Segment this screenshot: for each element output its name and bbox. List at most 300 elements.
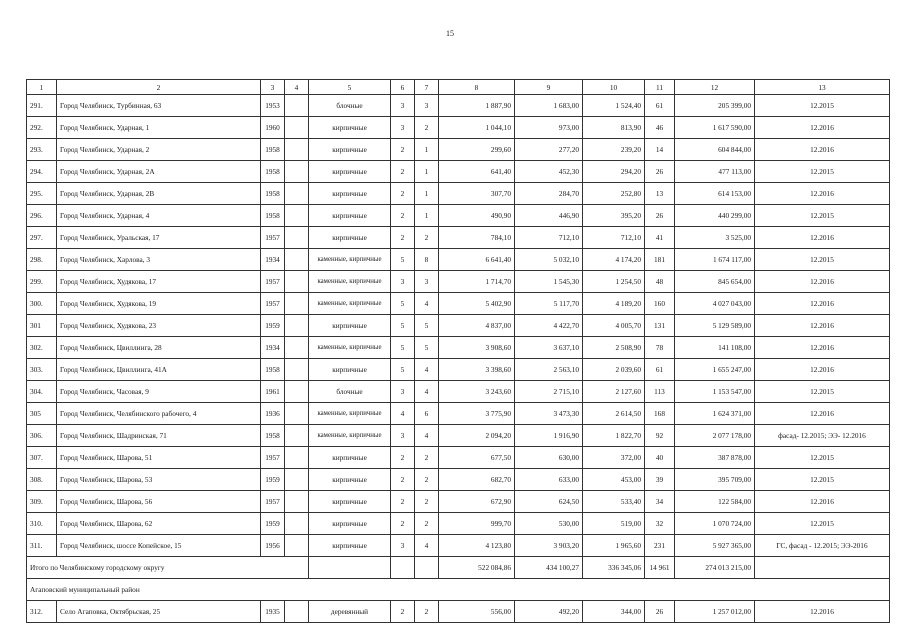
year-cell: 1958: [261, 139, 285, 161]
year-cell: 1958: [261, 205, 285, 227]
living-area-cell: 2 715,10: [515, 381, 583, 403]
total-area-cell: 3 398,60: [439, 359, 515, 381]
table-row: [27, 183, 890, 205]
column-header: 11: [645, 80, 675, 95]
table-row: [27, 227, 890, 249]
address-cell: Город Челябинск, Турбинная, 63: [57, 95, 261, 117]
row-number-cell: 297.: [27, 227, 57, 249]
entrances-cell: 6: [415, 403, 439, 425]
deadline-cell: 12.2015: [755, 205, 890, 227]
empty-cell: [285, 469, 309, 491]
deadline-cell: 12.2016: [755, 359, 890, 381]
table-row: [27, 403, 890, 425]
private-area-cell: 4 174,20: [583, 249, 645, 271]
year-cell: 1957: [261, 447, 285, 469]
floors-cell: 2: [391, 491, 415, 513]
floors-cell: 2: [391, 469, 415, 491]
entrances-cell: 8: [415, 249, 439, 271]
cost-cell: 1 624 371,00: [675, 403, 755, 425]
entrances-cell: 2: [415, 227, 439, 249]
row-number-cell: 312.: [27, 601, 57, 623]
living-area-cell: 973,00: [515, 117, 583, 139]
entrances-cell: 3: [415, 271, 439, 293]
residents-cell: 78: [645, 337, 675, 359]
address-cell: Город Челябинск, Часовая, 9: [57, 381, 261, 403]
empty-cell: [391, 557, 415, 579]
living-area-cell: 1 545,30: [515, 271, 583, 293]
entrances-cell: 2: [415, 601, 439, 623]
entrances-cell: 1: [415, 183, 439, 205]
year-cell: 1958: [261, 425, 285, 447]
wall-material-cell: каменные, кирпичные: [309, 249, 391, 271]
wall-material-cell: каменные, кирпичные: [309, 293, 391, 315]
table-row: [27, 425, 890, 447]
floors-cell: 3: [391, 271, 415, 293]
empty-cell: [285, 139, 309, 161]
residents-cell: 92: [645, 425, 675, 447]
living-area-cell: 630,00: [515, 447, 583, 469]
floors-cell: 3: [391, 535, 415, 557]
column-header: 4: [285, 80, 309, 95]
empty-cell: [285, 293, 309, 315]
row-number-cell: 303.: [27, 359, 57, 381]
wall-material-cell: кирпичные: [309, 535, 391, 557]
wall-material-cell: кирпичные: [309, 359, 391, 381]
column-header: 10: [583, 80, 645, 95]
total-area-cell: 677,50: [439, 447, 515, 469]
row-number-cell: 296.: [27, 205, 57, 227]
empty-cell: [415, 557, 439, 579]
row-number-cell: 299.: [27, 271, 57, 293]
residents-cell: 40: [645, 447, 675, 469]
entrances-cell: 3: [415, 95, 439, 117]
living-area-cell: 1 683,00: [515, 95, 583, 117]
living-area-cell: 624,50: [515, 491, 583, 513]
cost-cell: 205 399,00: [675, 95, 755, 117]
residents-cell: 26: [645, 161, 675, 183]
entrances-cell: 2: [415, 447, 439, 469]
page-number: 15: [446, 29, 454, 38]
floors-cell: 2: [391, 183, 415, 205]
private-area-cell: 1 822,70: [583, 425, 645, 447]
living-area-sum: 434 100,27: [515, 557, 583, 579]
private-area-cell: 1 254,50: [583, 271, 645, 293]
deadline-cell: 12.2016: [755, 139, 890, 161]
table-row: [27, 359, 890, 381]
private-area-cell: 2 508,90: [583, 337, 645, 359]
empty-cell: [285, 249, 309, 271]
floors-cell: 2: [391, 227, 415, 249]
row-number-cell: 304.: [27, 381, 57, 403]
row-number-cell: 295.: [27, 183, 57, 205]
residents-cell: 231: [645, 535, 675, 557]
table-row: [27, 161, 890, 183]
total-area-cell: 641,40: [439, 161, 515, 183]
deadline-cell: 12.2016: [755, 227, 890, 249]
entrances-cell: 2: [415, 117, 439, 139]
column-header: 7: [415, 80, 439, 95]
cost-cell: 1 674 117,00: [675, 249, 755, 271]
row-number-cell: 309.: [27, 491, 57, 513]
cost-sum: 274 013 215,00: [675, 557, 755, 579]
floors-cell: 2: [391, 601, 415, 623]
table-row: [27, 249, 890, 271]
living-area-cell: 5 032,10: [515, 249, 583, 271]
year-cell: 1957: [261, 293, 285, 315]
empty-cell: [285, 403, 309, 425]
address-cell: Город Челябинск, Худякова, 23: [57, 315, 261, 337]
row-number-cell: 301: [27, 315, 57, 337]
row-number-cell: 300.: [27, 293, 57, 315]
cost-cell: 1 070 724,00: [675, 513, 755, 535]
empty-cell: [285, 447, 309, 469]
cost-cell: 1 257 012,00: [675, 601, 755, 623]
residents-cell: 41: [645, 227, 675, 249]
living-area-cell: 3 473,30: [515, 403, 583, 425]
address-cell: Город Челябинск, Шарова, 53: [57, 469, 261, 491]
cost-cell: 5 129 589,00: [675, 315, 755, 337]
deadline-cell: 12.2016: [755, 403, 890, 425]
entrances-cell: 4: [415, 293, 439, 315]
cost-cell: 1 153 547,00: [675, 381, 755, 403]
floors-cell: 3: [391, 117, 415, 139]
entrances-cell: 5: [415, 337, 439, 359]
wall-material-cell: кирпичные: [309, 183, 391, 205]
year-cell: 1961: [261, 381, 285, 403]
deadline-cell: фасад- 12.2015; ЭЭ- 12.2016: [755, 425, 890, 447]
floors-cell: 3: [391, 425, 415, 447]
residents-cell: 61: [645, 95, 675, 117]
table-row: [27, 117, 890, 139]
empty-cell: [285, 381, 309, 403]
private-area-cell: 2 127,60: [583, 381, 645, 403]
row-number-cell: 293.: [27, 139, 57, 161]
residents-cell: 168: [645, 403, 675, 425]
year-cell: 1959: [261, 513, 285, 535]
residents-cell: 61: [645, 359, 675, 381]
row-number-cell: 292.: [27, 117, 57, 139]
total-area-cell: 6 641,40: [439, 249, 515, 271]
address-cell: Город Челябинск, Харлова, 3: [57, 249, 261, 271]
table-row: [27, 205, 890, 227]
private-area-cell: 395,20: [583, 205, 645, 227]
private-area-cell: 533,40: [583, 491, 645, 513]
cost-cell: 395 709,00: [675, 469, 755, 491]
address-cell: Город Челябинск, Шарова, 56: [57, 491, 261, 513]
row-number-cell: 298.: [27, 249, 57, 271]
column-header: 13: [755, 80, 890, 95]
table-row: [27, 139, 890, 161]
table-row: [27, 601, 890, 623]
wall-material-cell: блочные: [309, 95, 391, 117]
floors-cell: 2: [391, 161, 415, 183]
total-area-cell: 1 044,10: [439, 117, 515, 139]
table-row: [27, 491, 890, 513]
column-header: 3: [261, 80, 285, 95]
row-number-cell: 308.: [27, 469, 57, 491]
row-number-cell: 302.: [27, 337, 57, 359]
deadline-cell: 12.2016: [755, 271, 890, 293]
wall-material-cell: каменные, кирпичные: [309, 403, 391, 425]
year-cell: 1934: [261, 337, 285, 359]
total-area-cell: 4 123,80: [439, 535, 515, 557]
cost-cell: 440 299,00: [675, 205, 755, 227]
empty-cell: [285, 271, 309, 293]
address-cell: Город Челябинск, Худякова, 19: [57, 293, 261, 315]
address-cell: Город Челябинск, Ударная, 2А: [57, 161, 261, 183]
living-area-cell: 530,00: [515, 513, 583, 535]
living-area-cell: 2 563,10: [515, 359, 583, 381]
cost-cell: 477 113,00: [675, 161, 755, 183]
table-row: [27, 293, 890, 315]
table-row: [27, 535, 890, 557]
table-row: [27, 447, 890, 469]
section-title: Агаповский муниципальный район: [27, 579, 890, 601]
column-header: 1: [27, 80, 57, 95]
empty-cell: [285, 95, 309, 117]
residents-cell: 26: [645, 205, 675, 227]
floors-cell: 2: [391, 205, 415, 227]
column-header: 8: [439, 80, 515, 95]
table-body: [27, 80, 890, 623]
table-row: [27, 315, 890, 337]
table-row: [27, 469, 890, 491]
floors-cell: 5: [391, 315, 415, 337]
table-row: [27, 337, 890, 359]
residents-cell: 48: [645, 271, 675, 293]
empty-cell: [285, 359, 309, 381]
total-area-cell: 999,70: [439, 513, 515, 535]
empty-cell: [285, 161, 309, 183]
entrances-cell: 4: [415, 425, 439, 447]
private-area-cell: 813,90: [583, 117, 645, 139]
address-cell: Город Челябинск, Ударная, 1: [57, 117, 261, 139]
private-area-cell: 453,00: [583, 469, 645, 491]
wall-material-cell: каменные, кирпичные: [309, 425, 391, 447]
address-cell: Город Челябинск, Шарова, 51: [57, 447, 261, 469]
year-cell: 1956: [261, 535, 285, 557]
total-area-sum: 522 084,86: [439, 557, 515, 579]
deadline-cell: 12.2015: [755, 95, 890, 117]
empty-cell: [755, 557, 890, 579]
year-cell: 1959: [261, 469, 285, 491]
column-header: 6: [391, 80, 415, 95]
deadline-cell: 12.2016: [755, 601, 890, 623]
cost-cell: 141 108,00: [675, 337, 755, 359]
empty-cell: [285, 183, 309, 205]
total-row: [27, 557, 890, 579]
wall-material-cell: каменные, кирпичные: [309, 337, 391, 359]
private-area-cell: 519,00: [583, 513, 645, 535]
private-area-cell: 1 965,60: [583, 535, 645, 557]
row-number-cell: 311.: [27, 535, 57, 557]
wall-material-cell: кирпичные: [309, 447, 391, 469]
empty-cell: [285, 117, 309, 139]
cost-cell: 614 153,00: [675, 183, 755, 205]
entrances-cell: 2: [415, 513, 439, 535]
empty-cell: [309, 557, 391, 579]
wall-material-cell: кирпичные: [309, 315, 391, 337]
year-cell: 1934: [261, 249, 285, 271]
total-area-cell: 3 243,60: [439, 381, 515, 403]
year-cell: 1959: [261, 315, 285, 337]
residents-cell: 181: [645, 249, 675, 271]
address-cell: Город Челябинск, шоссе Копейское, 15: [57, 535, 261, 557]
cost-cell: 2 077 178,00: [675, 425, 755, 447]
year-cell: 1953: [261, 95, 285, 117]
floors-cell: 3: [391, 381, 415, 403]
table-row: [27, 95, 890, 117]
row-number-cell: 306.: [27, 425, 57, 447]
row-number-cell: 291.: [27, 95, 57, 117]
row-number-cell: 294.: [27, 161, 57, 183]
cost-cell: 5 927 365,00: [675, 535, 755, 557]
living-area-cell: 712,10: [515, 227, 583, 249]
living-area-cell: 5 117,70: [515, 293, 583, 315]
row-number-cell: 305: [27, 403, 57, 425]
section-header-row: [27, 579, 890, 601]
entrances-cell: 4: [415, 359, 439, 381]
wall-material-cell: кирпичные: [309, 161, 391, 183]
private-area-cell: 239,20: [583, 139, 645, 161]
column-header-row: [27, 80, 890, 95]
residents-cell: 32: [645, 513, 675, 535]
table-row: [27, 271, 890, 293]
total-label: Итого по Челябинскому городскому округу: [27, 557, 309, 579]
deadline-cell: 12.2016: [755, 183, 890, 205]
year-cell: 1958: [261, 161, 285, 183]
wall-material-cell: кирпичные: [309, 139, 391, 161]
row-number-cell: 307.: [27, 447, 57, 469]
year-cell: 1960: [261, 117, 285, 139]
private-area-cell: 2 039,60: [583, 359, 645, 381]
total-area-cell: 1 887,90: [439, 95, 515, 117]
wall-material-cell: кирпичные: [309, 491, 391, 513]
address-cell: Город Челябинск, Цвиллинга, 28: [57, 337, 261, 359]
living-area-cell: 3 903,20: [515, 535, 583, 557]
empty-cell: [285, 315, 309, 337]
living-area-cell: 446,90: [515, 205, 583, 227]
private-area-cell: 712,10: [583, 227, 645, 249]
year-cell: 1935: [261, 601, 285, 623]
address-cell: Город Челябинск, Ударная, 2В: [57, 183, 261, 205]
table-row: [27, 381, 890, 403]
column-header: 5: [309, 80, 391, 95]
total-area-cell: 1 714,70: [439, 271, 515, 293]
address-cell: Город Челябинск, Цвиллинга, 41А: [57, 359, 261, 381]
floors-cell: 5: [391, 359, 415, 381]
entrances-cell: 1: [415, 161, 439, 183]
empty-cell: [285, 337, 309, 359]
floors-cell: 5: [391, 293, 415, 315]
living-area-cell: 452,30: [515, 161, 583, 183]
living-area-cell: 633,00: [515, 469, 583, 491]
private-area-cell: 294,20: [583, 161, 645, 183]
total-area-cell: 3 775,90: [439, 403, 515, 425]
residents-cell: 131: [645, 315, 675, 337]
column-header: 9: [515, 80, 583, 95]
living-area-cell: 284,70: [515, 183, 583, 205]
deadline-cell: 12.2015: [755, 381, 890, 403]
entrances-cell: 2: [415, 491, 439, 513]
deadline-cell: 12.2016: [755, 491, 890, 513]
residents-cell: 113: [645, 381, 675, 403]
empty-cell: [285, 205, 309, 227]
living-area-cell: 1 916,90: [515, 425, 583, 447]
cost-cell: 1 655 247,00: [675, 359, 755, 381]
cost-cell: 122 584,00: [675, 491, 755, 513]
deadline-cell: 12.2015: [755, 447, 890, 469]
wall-material-cell: кирпичные: [309, 205, 391, 227]
empty-cell: [285, 227, 309, 249]
entrances-cell: 4: [415, 381, 439, 403]
wall-material-cell: блочные: [309, 381, 391, 403]
floors-cell: 5: [391, 249, 415, 271]
private-area-cell: 4 189,20: [583, 293, 645, 315]
residents-cell: 39: [645, 469, 675, 491]
floors-cell: 2: [391, 447, 415, 469]
address-cell: Город Челябинск, Челябинского рабочего, 4: [57, 403, 261, 425]
living-area-cell: 492,20: [515, 601, 583, 623]
private-area-cell: 372,00: [583, 447, 645, 469]
residents-cell: 13: [645, 183, 675, 205]
private-area-cell: 252,80: [583, 183, 645, 205]
address-cell: Город Челябинск, Уральская, 17: [57, 227, 261, 249]
total-area-cell: 490,90: [439, 205, 515, 227]
year-cell: 1957: [261, 271, 285, 293]
address-cell: Город Челябинск, Худякова, 17: [57, 271, 261, 293]
total-area-cell: 784,10: [439, 227, 515, 249]
wall-material-cell: кирпичные: [309, 227, 391, 249]
total-area-cell: 4 837,00: [439, 315, 515, 337]
empty-cell: [285, 513, 309, 535]
wall-material-cell: каменные, кирпичные: [309, 271, 391, 293]
floors-cell: 2: [391, 139, 415, 161]
deadline-cell: 12.2016: [755, 337, 890, 359]
residents-cell: 14: [645, 139, 675, 161]
cost-cell: 3 525,00: [675, 227, 755, 249]
year-cell: 1957: [261, 227, 285, 249]
residents-cell: 34: [645, 491, 675, 513]
deadline-cell: 12.2016: [755, 315, 890, 337]
column-header: 12: [675, 80, 755, 95]
floors-cell: 3: [391, 95, 415, 117]
address-cell: Город Челябинск, Ударная, 2: [57, 139, 261, 161]
floors-cell: 5: [391, 337, 415, 359]
entrances-cell: 2: [415, 469, 439, 491]
entrances-cell: 4: [415, 535, 439, 557]
year-cell: 1957: [261, 491, 285, 513]
private-area-cell: 4 005,70: [583, 315, 645, 337]
private-area-cell: 344,00: [583, 601, 645, 623]
empty-cell: [285, 425, 309, 447]
address-cell: Город Челябинск, Шарова, 62: [57, 513, 261, 535]
residents-cell: 26: [645, 601, 675, 623]
cost-cell: 604 844,00: [675, 139, 755, 161]
total-area-cell: 299,60: [439, 139, 515, 161]
total-area-cell: 2 094,20: [439, 425, 515, 447]
address-cell: Город Челябинск, Шадринская, 71: [57, 425, 261, 447]
cost-cell: 845 654,00: [675, 271, 755, 293]
deadline-cell: 12.2015: [755, 249, 890, 271]
cost-cell: 387 878,00: [675, 447, 755, 469]
total-area-cell: 3 908,60: [439, 337, 515, 359]
housing-register-table: [26, 79, 890, 623]
floors-cell: 4: [391, 403, 415, 425]
residents-sum: 14 961: [645, 557, 675, 579]
row-number-cell: 310.: [27, 513, 57, 535]
deadline-cell: 12.2015: [755, 513, 890, 535]
